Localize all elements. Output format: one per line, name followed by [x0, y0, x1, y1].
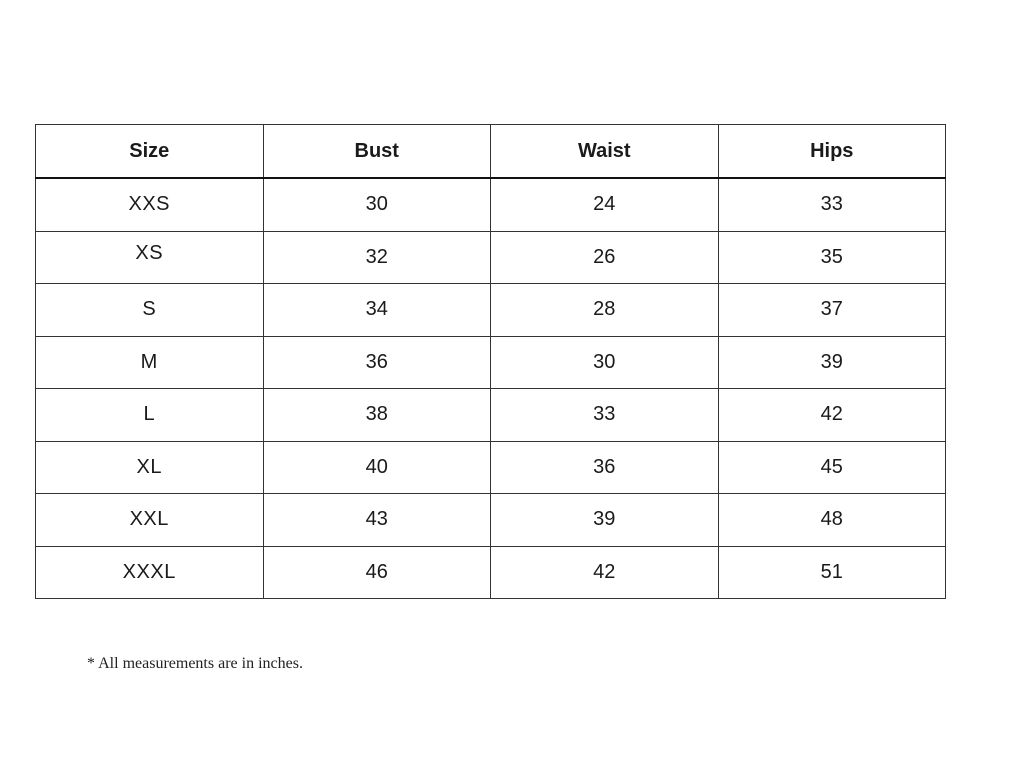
header-hips: Hips [718, 125, 946, 179]
bust-cell: 38 [263, 389, 491, 442]
table-row [36, 494, 946, 547]
size-cell: XXS [36, 178, 264, 231]
header-waist: Waist [491, 125, 719, 179]
hips-cell: 42 [718, 389, 946, 442]
bust-cell: 32 [263, 231, 491, 284]
size-cell: M [36, 336, 264, 389]
size-cell: XL [36, 441, 264, 494]
table-header-row [36, 125, 946, 179]
size-chart-table [35, 124, 946, 599]
waist-cell: 24 [491, 178, 719, 231]
bust-cell: 36 [263, 336, 491, 389]
hips-cell: 39 [718, 336, 946, 389]
bust-cell: 43 [263, 494, 491, 547]
size-cell: XXXL [36, 546, 264, 599]
size-cell: XS [36, 231, 264, 284]
header-bust: Bust [263, 125, 491, 179]
table-row [36, 231, 946, 284]
waist-cell: 42 [491, 546, 719, 599]
waist-cell: 26 [491, 231, 719, 284]
waist-cell: 39 [491, 494, 719, 547]
bust-cell: 34 [263, 284, 491, 337]
waist-cell: 30 [491, 336, 719, 389]
hips-cell: 45 [718, 441, 946, 494]
bust-cell: 40 [263, 441, 491, 494]
table-row [36, 336, 946, 389]
size-cell: L [36, 389, 264, 442]
hips-cell: 48 [718, 494, 946, 547]
waist-cell: 33 [491, 389, 719, 442]
header-size: Size [36, 125, 264, 179]
bust-cell: 30 [263, 178, 491, 231]
table-row [36, 178, 946, 231]
hips-cell: 51 [718, 546, 946, 599]
measurement-footnote: * All measurements are in inches. [87, 655, 303, 672]
table-row [36, 546, 946, 599]
table-row [36, 389, 946, 442]
hips-cell: 37 [718, 284, 946, 337]
table-row [36, 441, 946, 494]
hips-cell: 33 [718, 178, 946, 231]
hips-cell: 35 [718, 231, 946, 284]
bust-cell: 46 [263, 546, 491, 599]
size-cell: XXL [36, 494, 264, 547]
waist-cell: 28 [491, 284, 719, 337]
size-cell: S [36, 284, 264, 337]
waist-cell: 36 [491, 441, 719, 494]
table-row [36, 284, 946, 337]
